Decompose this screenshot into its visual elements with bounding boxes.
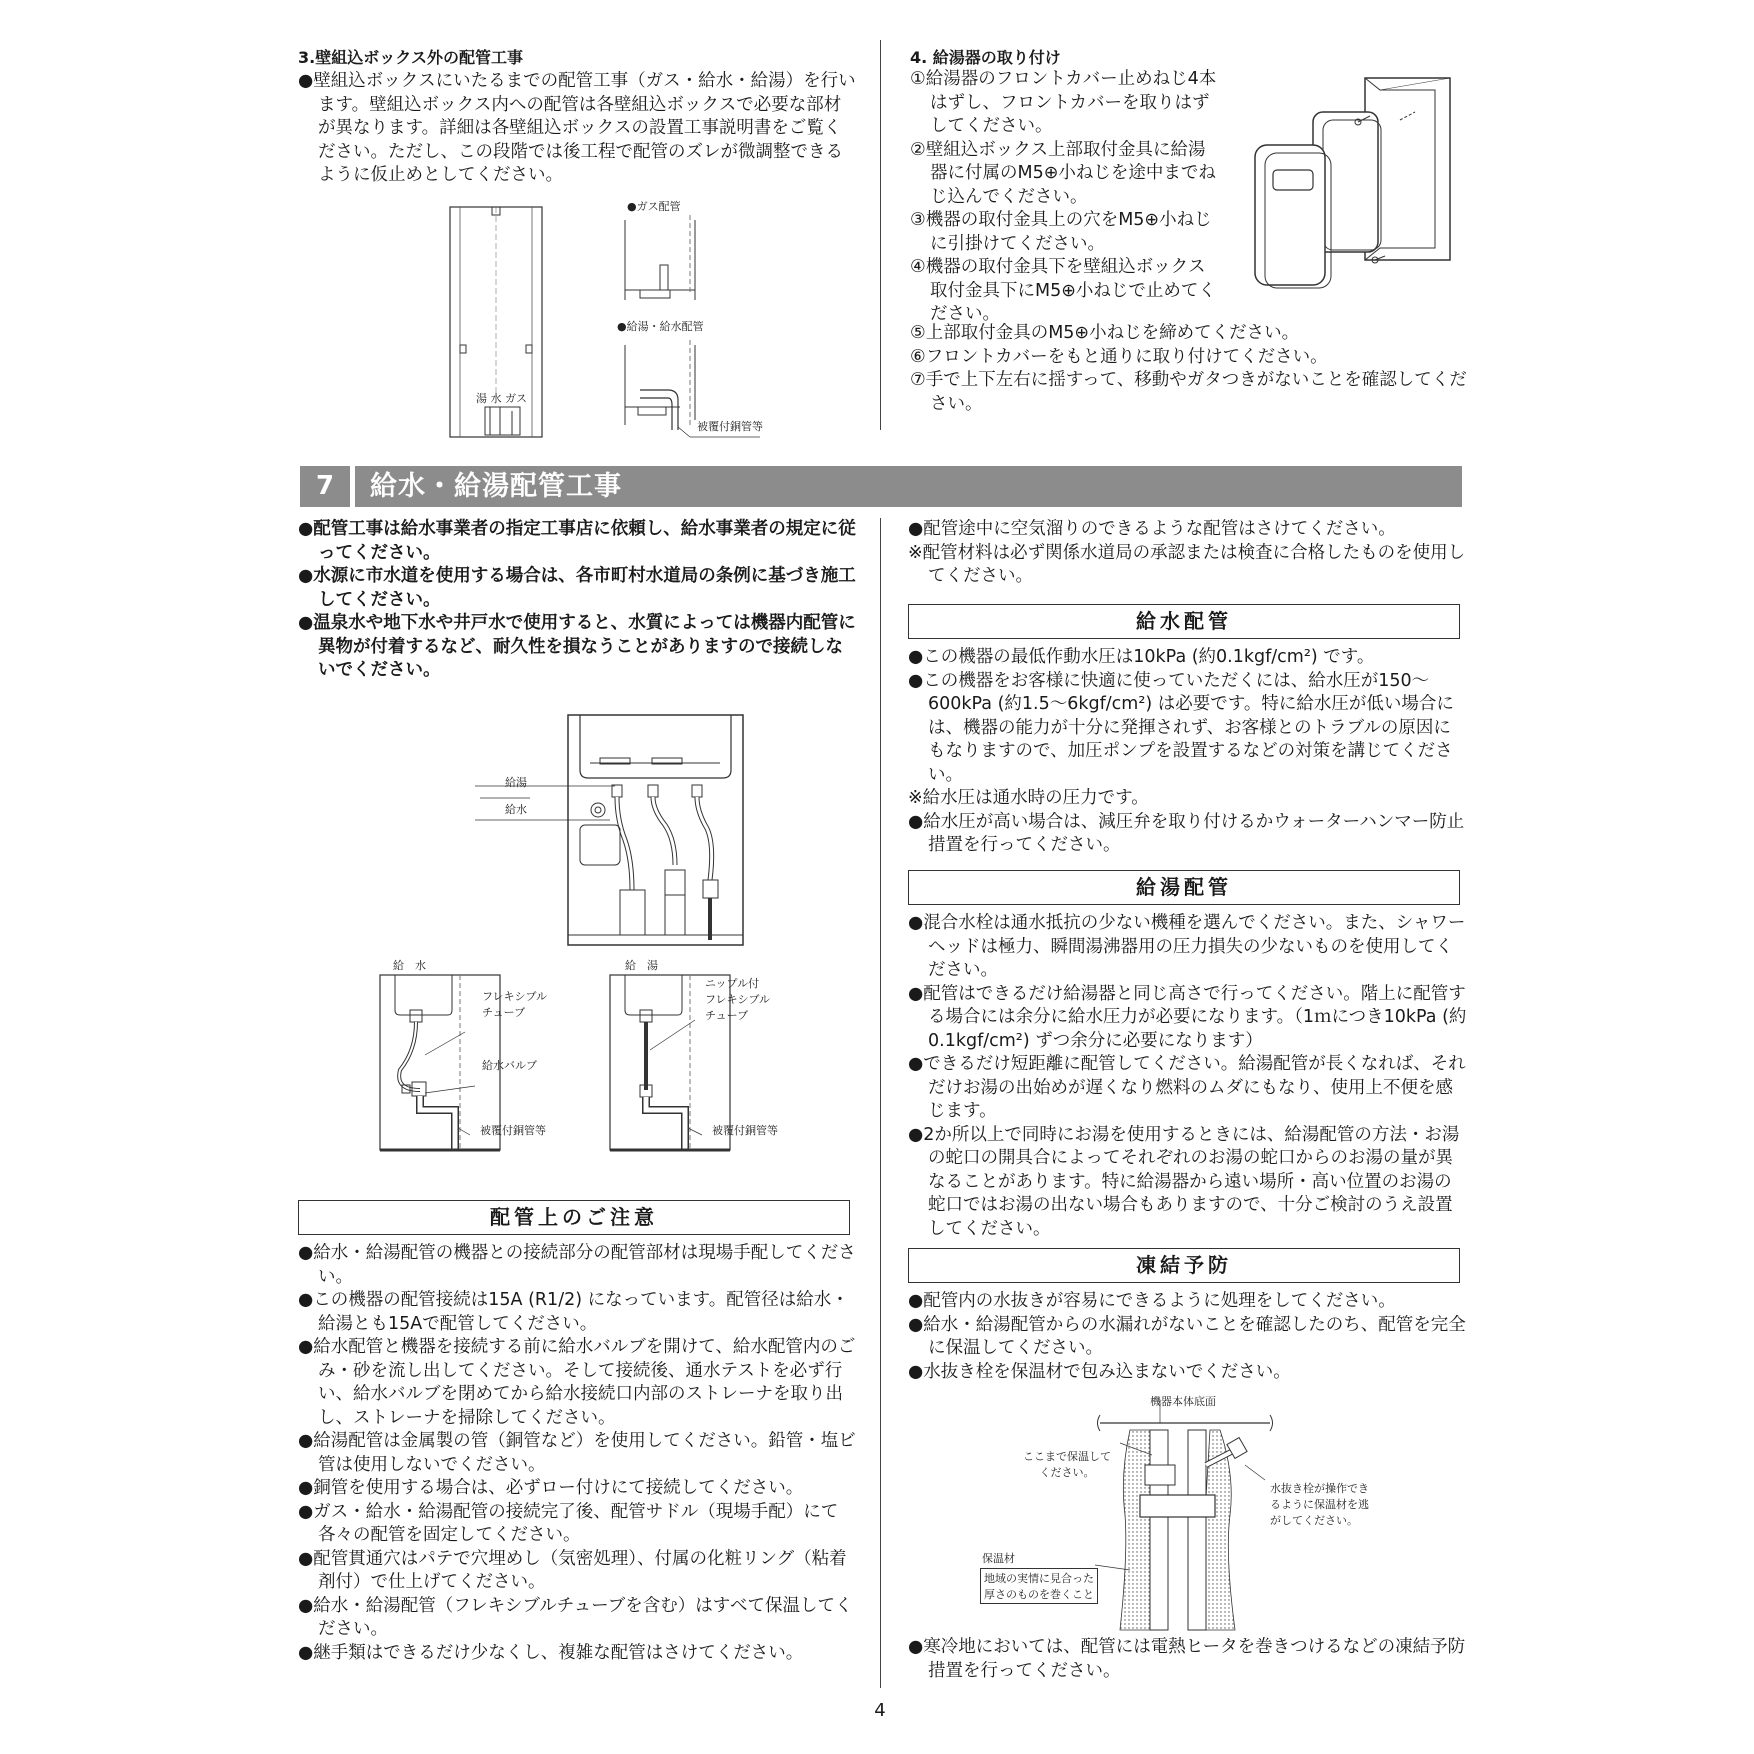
copper-pipe-label: 被覆付銅管等 <box>697 420 763 433</box>
list-item: ※配管材料は必ず関係水道局の承認または検査に合格したものを使用してください。 <box>908 542 1466 586</box>
column-divider-top <box>880 40 881 430</box>
hot-piping-list <box>908 912 1468 1241</box>
list-item: ●給水・給湯配管の機器との接続部分の配管部材は現場手配してください。 <box>298 1243 856 1287</box>
left-top-text <box>298 70 858 188</box>
section-number: 7 <box>300 466 350 507</box>
section-divider <box>350 466 355 507</box>
copper-pipe-label-1: 被覆付銅管等 <box>480 1124 546 1137</box>
list-item: ●給水・給湯配管からの水漏れがないことを確認したのち、配管を完全に保温してください。 <box>908 1314 1466 1358</box>
subsection-title-4: 4. 給湯器の取り付け <box>910 48 1061 67</box>
caption-hot: 給 湯 <box>625 959 658 972</box>
water-pipe-label: ●給湯・給水配管 <box>617 320 704 333</box>
box-pipe-label: 湯 水 ガス <box>476 392 527 405</box>
list-item: ●配管はできるだけ給湯器と同じ高さで行ってください。階上に配管する場合には余分に給水圧力が必要になります。（1ｍにつき10kPa (約0.1kgf/cm²) ずつ余分に必要になります） <box>908 983 1467 1051</box>
list-item: ●ガス・給水・給湯配管の接続完了後、配管サドル（現場手配）にて各々の配管を固定してください。 <box>298 1501 839 1545</box>
list-item: ●この機器の配管接続は15A (R1/2) になっています。配管径は給水・給湯とも15Aで配管してください。 <box>298 1290 849 1334</box>
list-item: ●壁組込ボックスにいたるまでの配管工事（ガス・給水・給湯）を行います。壁組込ボックス内への配管は各壁組込ボックスで必要な部材が異なります。詳細は各壁組込ボックスの設置工事説明書をご覧ください。ただし、この段階では後工程で配管のズレが微調整できるように仮止めとしてください。 <box>298 71 856 185</box>
gas-pipe-label: ●ガス配管 <box>627 200 681 213</box>
copper-pipe-label-2: 被覆付銅管等 <box>712 1124 778 1137</box>
list-item: ●この機器の最低作動水圧は10kPa (約0.1kgf/cm²) です。 <box>908 647 1375 667</box>
list-item: ●配管途中に空気溜りのできるような配管はさけてください。 <box>908 519 1396 539</box>
step-7: ⑦手で上下左右に揺すって、移動やガタつきがないことを確認してください。 <box>910 370 1467 414</box>
flex-tube-label: フレキシブル チューブ <box>482 990 548 1019</box>
freeze-list <box>908 1290 1468 1384</box>
subsection-title-3: 3.壁組込ボックス外の配管工事 <box>298 48 524 67</box>
list-item: ※給水圧は通水時の圧力です。 <box>908 788 1149 808</box>
right-top-steps-wide <box>910 322 1470 416</box>
list-item: ●2か所以上で同時にお湯を使用するときには、給湯配管の方法・お湯の蛇口の開具合によってそれぞれのお湯の蛇口からのお湯の量が異なることがあります。特に給湯器から遠い場所・高い位置のお湯の蛇口ではお湯の出ない場合もありますので、十分ご検討のうえ設置してください。 <box>908 1124 1460 1239</box>
freeze-prevention-heading: 凍結予防 <box>908 1248 1460 1283</box>
section-title: 給水・給湯配管工事 <box>370 471 622 502</box>
step-1: ①給湯器のフロントカバー止めねじ4本はずし、フロントカバーを取りはずしてください。 <box>910 69 1217 136</box>
unit-bottom-label: 機器本体底面 <box>1150 1395 1216 1408</box>
list-item: ●給湯配管は金属製の管（銅管など）を使用してください。鉛管・塩ビ管は使用しないでください。 <box>298 1431 856 1475</box>
nipple-flex-tube-label: ニップル付 フレキシブル チューブ <box>705 977 771 1022</box>
caution-list <box>298 1242 858 1665</box>
right-main-intro <box>908 518 1468 589</box>
cold-supply-label: 給水 <box>505 803 527 816</box>
right-top-steps-narrow <box>910 68 1220 327</box>
list-item: ●混合水栓は通水抵抗の少ない機種を選んでください。また、シャワーヘッドは極力、瞬間湯沸器用の圧力損失の少ないものを使用してください。 <box>908 913 1466 980</box>
list-item: ●配管貫通穴はパテで穴埋めし（気密処理）、付属の化粧リング（粘着剤付）で仕上げてください。 <box>298 1548 847 1592</box>
water-piping-list <box>908 646 1468 858</box>
freeze-last-list <box>908 1636 1468 1683</box>
list-item: ●寒冷地においては、配管には電熱ヒータを巻きつけるなどの凍結予防措置を行ってください。 <box>908 1637 1466 1681</box>
water-piping-heading: 給水配管 <box>908 604 1460 639</box>
keep-warm-label: ここまで保温して ください。 <box>1023 1450 1111 1479</box>
caution-heading: 配管上のご注意 <box>298 1200 850 1235</box>
list-item: ●銅管を使用する場合は、必ずロー付けにて接続してください。 <box>298 1478 804 1498</box>
step-4: ④機器の取付金具下を壁組込ボックス取付金具下にM5⊕小ねじで止めてください。 <box>910 257 1216 324</box>
list-item: ●できるだけ短距離に配管してください。給湯配管が長くなれば、それだけお湯の出始めが遅くなり燃料のムダにもなり、使用上不便を感じます。 <box>908 1054 1466 1121</box>
caption-water: 給 水 <box>393 959 426 972</box>
step-6: ⑥フロントカバーをもと通りに取り付けてください。 <box>910 346 1328 367</box>
list-item: ●給水配管と機器を接続する前に給水バルブを開けて、給水配管内のごみ・砂を流し出してください。そして接続後、通水テストを必ず行い、給水バルブを閉めてから給水接続口内部のストレーナを取り出し、ストレーナを掃除してください。 <box>298 1337 856 1428</box>
list-item: ●継手類はできるだけ少なくし、複雑な配管はさけてください。 <box>298 1642 804 1663</box>
page-number: 4 <box>874 1700 886 1721</box>
left-main-text <box>298 518 858 683</box>
step-5: ⑤上部取付金具のM5⊕小ねじを締めてください。 <box>910 323 1300 343</box>
list-item: ●水源に市水道を使用する場合は、各市町村水道局の条例に基づき施工してください。 <box>298 566 856 610</box>
list-item: ●水抜き栓を保温材で包み込まないでください。 <box>908 1361 1291 1382</box>
list-item: ●給水・給湯配管（フレキシブルチューブを含む）はすべて保温してください。 <box>298 1595 853 1639</box>
list-item: ●配管工事は給水事業者の指定工事店に依頼し、給水事業者の規定に従ってください。 <box>298 519 856 563</box>
list-item: ●この機器をお客様に快適に使っていただくには、給水圧が150～600kPa (約1.5～6kgf/cm²) は必要です。特に給水圧が低い場合には、機器の能力が十分に発揮されず、お客様とのトラブルの原因にもなりますので、加圧ポンプを設置するなどの対策を講じてください。 <box>908 670 1454 785</box>
hot-piping-heading: 給湯配管 <box>908 870 1460 905</box>
insulation-label: 保温材 <box>982 1552 1015 1565</box>
piping-connection-diagram <box>370 710 810 1170</box>
list-item: ●給水圧が高い場合は、減圧弁を取り付けるかウォーターハンマー防止措置を行ってください。 <box>908 811 1465 855</box>
column-divider-main <box>880 518 881 1688</box>
drain-valve-label: 水抜き栓が操作でき るように保温材を逃 がしてください。 <box>1270 1482 1369 1527</box>
list-item: ●配管内の水抜きが容易にできるように処理をしてください。 <box>908 1291 1396 1311</box>
insulation-note: 地域の実情に見合った 厚さのものを巻くこと <box>980 1568 1098 1604</box>
heater-install-drawing <box>1245 70 1475 320</box>
water-valve-label: 給水バルブ <box>482 1059 537 1072</box>
list-item: ●温泉水や地下水や井戸水で使用すると、水質によっては機器内配管に異物が付着するなど、耐久性を損なうことがありますので接続しないでください。 <box>298 613 856 680</box>
hot-supply-label: 給湯 <box>505 776 527 789</box>
step-3: ③機器の取付金具上の穴をM5⊕小ねじに引掛けてください。 <box>910 210 1212 254</box>
step-2: ②壁組込ボックス上部取付金具に給湯器に付属のM5⊕小ねじを途中までねじ込んでください。 <box>910 139 1216 207</box>
